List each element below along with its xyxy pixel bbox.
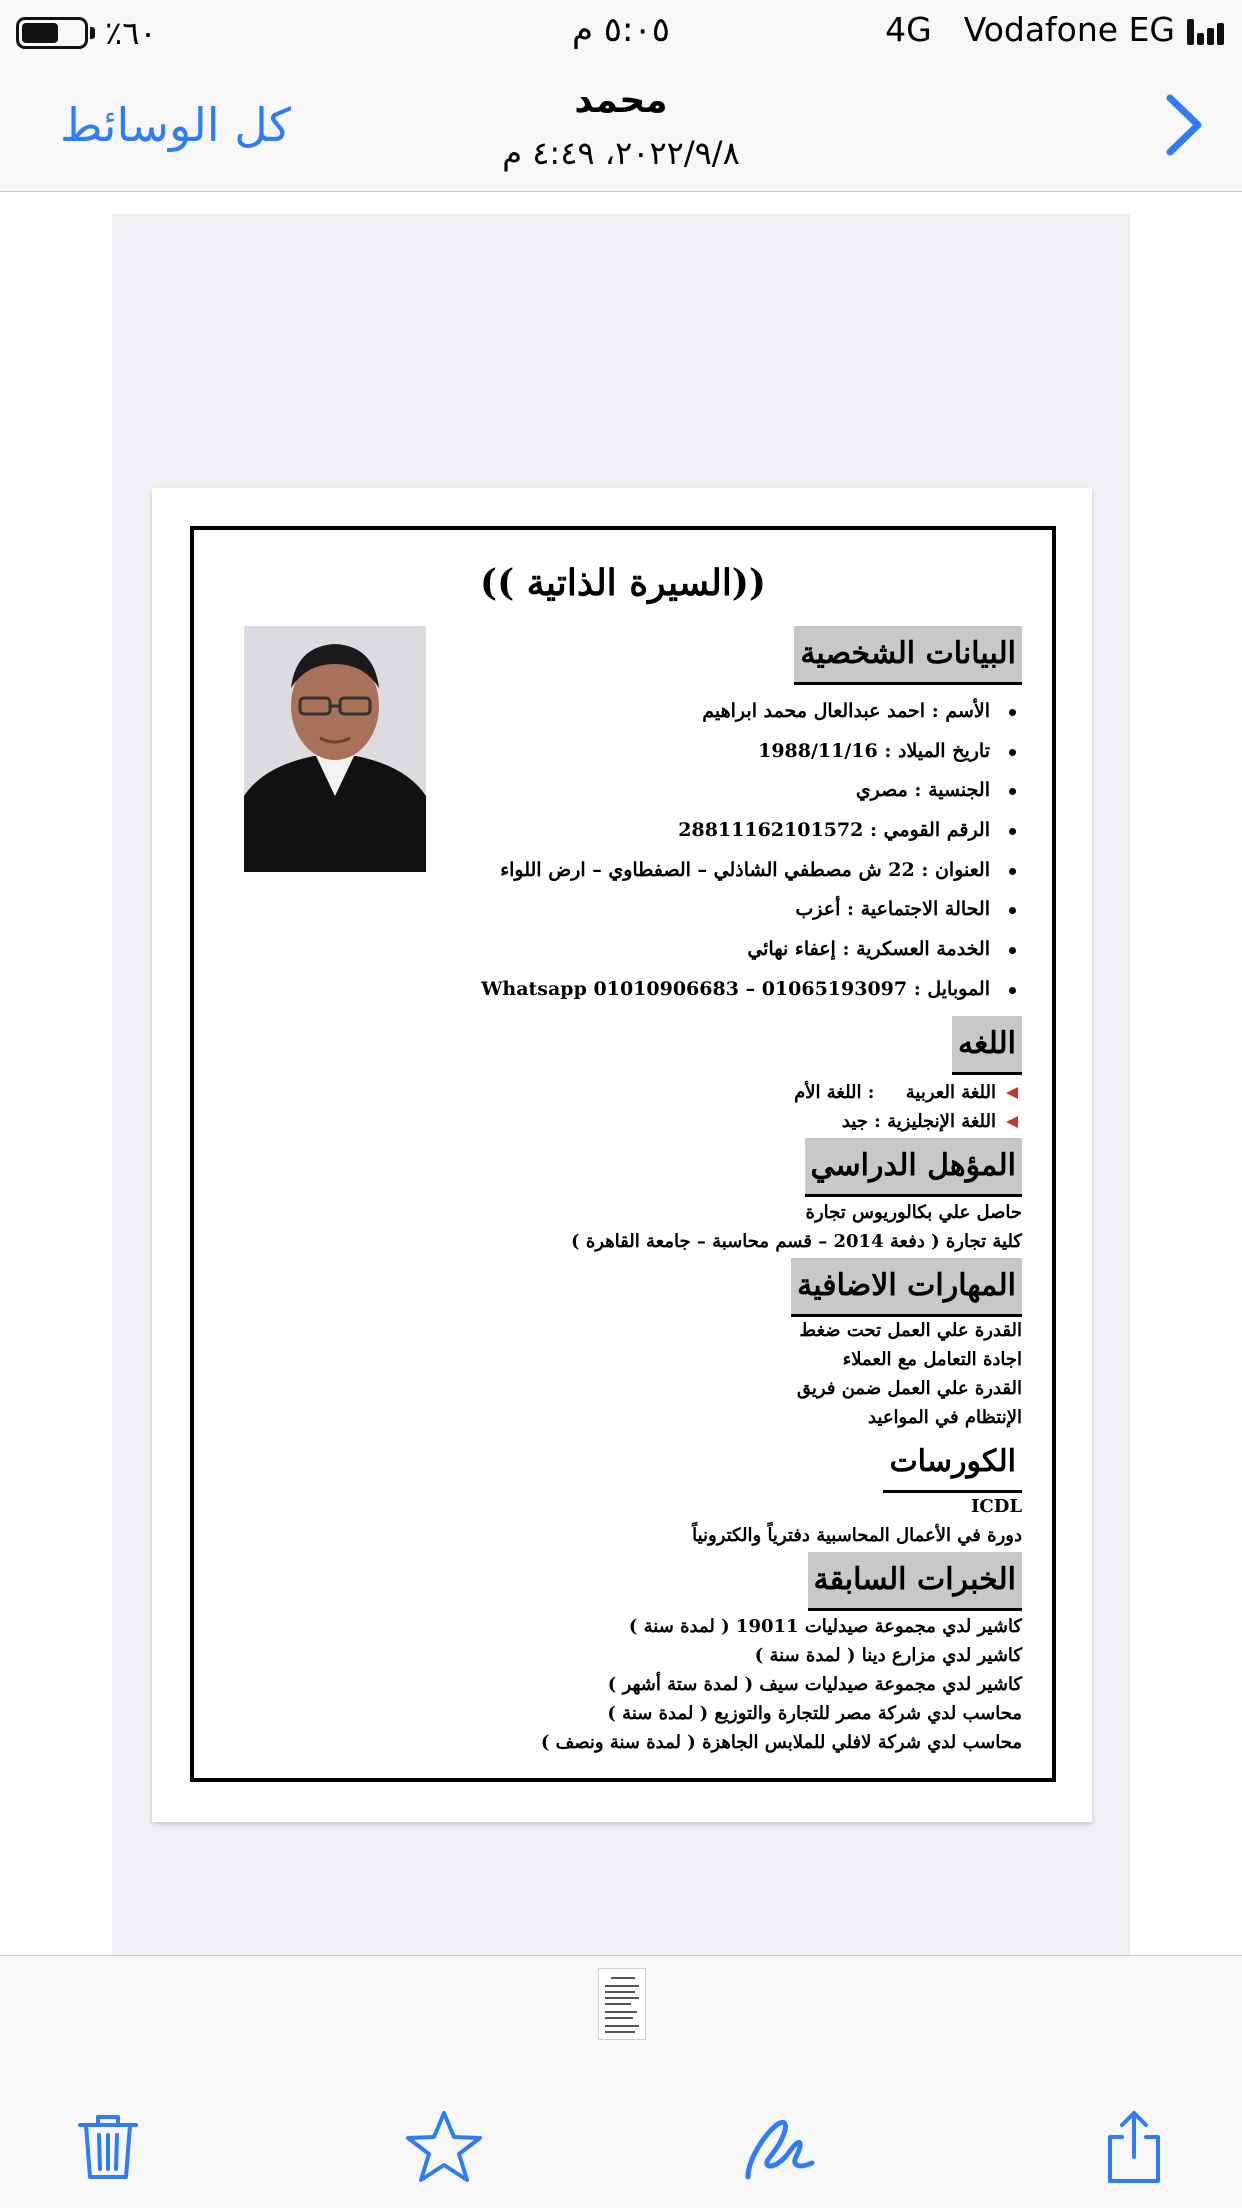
language-heading: اللغه [952,1016,1022,1075]
text-line: القدرة علي العمل ضمن فريق [796,1378,1022,1399]
text-line: اجادة التعامل مع العملاء [842,1349,1022,1370]
text-line: كاشير لدي مزارع دينا ( لمدة سنة ) [754,1645,1022,1666]
status-bar [0,0,1242,62]
trash-icon [68,2107,148,2187]
star-icon [404,2107,484,2187]
carrier-name: Vodafone EG [963,10,1175,49]
battery-percent: ٪٦٠ [105,14,157,52]
list-item: الأسم : احمد عبدالعال محمد ابراهيم [422,692,1022,732]
skills-heading: المهارات الاضافية [791,1258,1022,1317]
text-line: ICDL [970,1496,1022,1517]
status-right [885,10,1224,49]
all-media-button[interactable]: كل الوسائط [60,98,291,152]
list-item: الجنسية : مصري [422,771,1022,811]
text-line: الإنتظام في المواعيد [867,1407,1022,1428]
status-time: ٥:٠٥ م [571,10,671,50]
document-viewer[interactable] [112,214,1130,1955]
text-line: القدرة علي العمل تحت ضغط [799,1320,1022,1341]
signal-strength-icon [1187,15,1224,45]
document-page [152,488,1092,1822]
education-text [222,1198,1022,1256]
nav-subtitle: ٢٠٢٢/٩/٨، ٤:٤٩ م [502,134,740,172]
list-item: الموبايل : 01065193097 – 01010906683 Whatsapp [422,970,1022,1010]
share-button[interactable] [1094,2107,1174,2187]
text-line: محاسب لدي شركة مصر للتجارة والتوزيع ( لمدة سنة ) [607,1703,1022,1724]
list-item: الرقم القومي : 28811162101572 [422,811,1022,851]
delete-button[interactable] [68,2107,148,2187]
text-line: كاشير لدي مجموعة صيدليات سيف ( لمدة ستة أشهر ) [607,1674,1022,1695]
network-type: 4G [885,10,932,49]
language-list [522,1078,1022,1136]
courses-text [222,1492,1022,1550]
list-item: الحالة الاجتماعية : أعزب [422,890,1022,930]
text-line: كاشير لدي مجموعة صيدليات 19011 ( لمدة سنة ) [628,1616,1022,1637]
courses-heading: الكورسات [883,1434,1022,1493]
personal-data-list [422,692,1022,1010]
list-item: الخدمة العسكرية : إعفاء نهائي [422,930,1022,970]
personal-data-heading: البيانات الشخصية [794,626,1022,685]
content-area [0,192,1242,1955]
person-photo-icon [244,626,426,872]
list-item: العنوان : 22 ش مصطفي الشاذلي – الصفطاوي – ارض اللواء [422,851,1022,891]
bottom-toolbar [0,2105,1242,2208]
favorite-button[interactable] [404,2107,484,2187]
text-line: كلية تجارة ( دفعة 2014 – قسم محاسبة – جامعة القاهرة ) [571,1231,1022,1252]
experience-heading: الخبرات السابقة [808,1552,1022,1611]
education-heading: المؤهل الدراسي [805,1138,1023,1197]
list-item: اللغة العربية : اللغة الأم [522,1078,1022,1107]
skills-text [222,1316,1022,1432]
chevron-right-icon[interactable] [1162,90,1206,160]
list-item: تاريخ الميلاد : 1988/11/16 [422,732,1022,772]
text-line: دورة في الأعمال المحاسبية دفترياً والكترونياً [692,1525,1022,1546]
markup-button[interactable] [740,2107,820,2187]
page-thumbnail[interactable] [598,1968,646,2040]
share-icon [1094,2107,1174,2187]
profile-photo [244,626,426,872]
list-item: اللغة الإنجليزية : جيد [522,1107,1022,1136]
cv-title: ((السيرة الذاتية )) [480,562,766,604]
markup-icon [740,2107,820,2187]
text-line: محاسب لدي شركة لافلي للملابس الجاهزة ( لمدة سنة ونصف ) [540,1732,1022,1753]
nav-title: محمد [574,80,668,121]
navigation-bar [0,62,1242,192]
text-line: حاصل علي بكالوريوس تجارة [805,1202,1022,1223]
cv-frame [190,526,1056,1782]
experience-text [222,1612,1022,1757]
thumbnail-strip [0,1955,1242,2105]
